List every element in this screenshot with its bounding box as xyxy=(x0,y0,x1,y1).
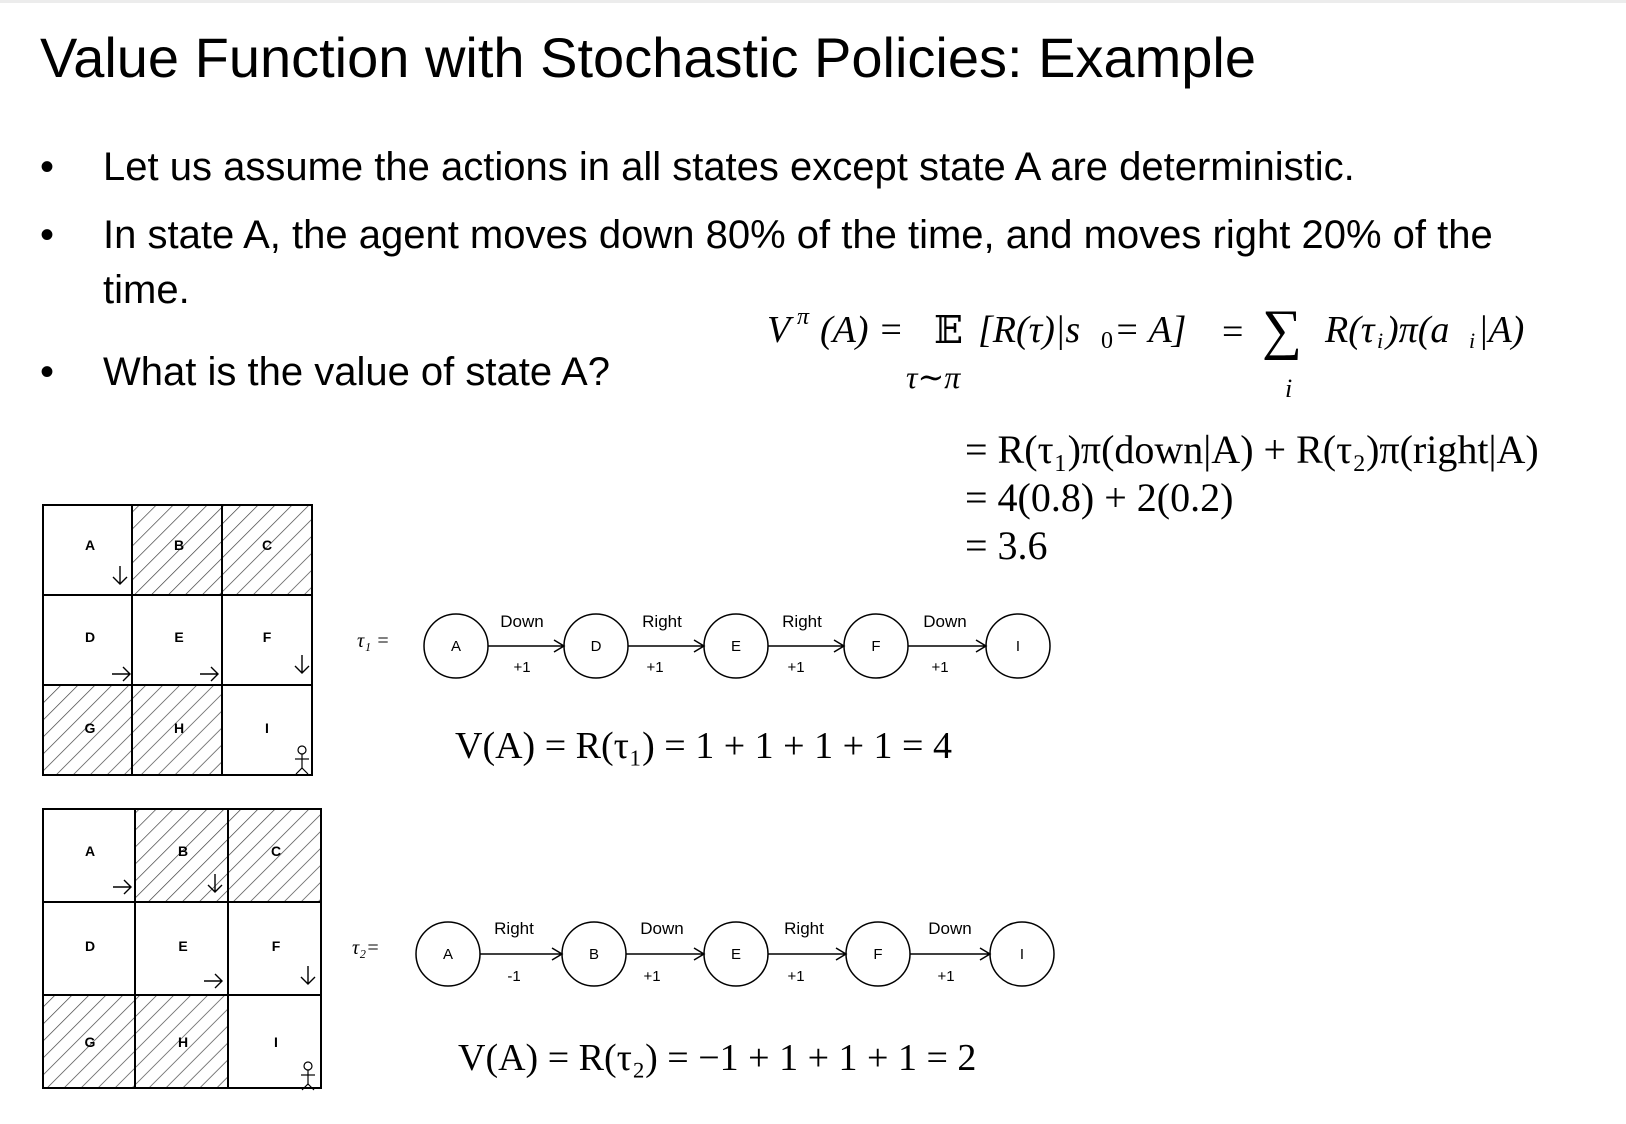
sum-symbol: ∑ xyxy=(1262,299,1302,361)
expectation-subscript: τ∼π xyxy=(906,359,961,395)
gridworld-2 xyxy=(40,806,332,1094)
transition-arrow xyxy=(626,948,704,960)
expectation-body: [R(τ)|s xyxy=(978,309,1081,351)
reward-label: +1 xyxy=(643,968,661,985)
sum-subscript: i xyxy=(1285,374,1293,403)
cell-label: D xyxy=(84,629,96,645)
goal-figure-icon xyxy=(295,746,309,774)
transition-arrow xyxy=(768,948,846,960)
transition-arrow xyxy=(628,640,704,652)
sum-term-start: R(τ xyxy=(1325,309,1375,351)
action-label: Down xyxy=(640,919,684,938)
action-label: Down xyxy=(928,919,972,938)
transition-arrow xyxy=(480,948,562,960)
reward-label: +1 xyxy=(646,659,664,676)
state-label: B xyxy=(588,946,600,963)
cell-label: H xyxy=(173,720,185,736)
s-subscript: 0 xyxy=(1101,328,1113,354)
bullet-item: • In state A, the agent moves down 80% of the time, and moves right 20% of the time. xyxy=(40,208,1543,345)
cell-label: E xyxy=(174,629,184,645)
arrow-right-icon xyxy=(200,667,218,681)
cell-label: F xyxy=(271,938,281,954)
action-label: Right xyxy=(494,919,534,938)
cell-label: A xyxy=(84,843,96,859)
trajectory1-diagram xyxy=(420,600,1060,690)
gridworld-1 xyxy=(40,502,322,780)
cell-label: C xyxy=(261,537,273,553)
trajectory2-diagram xyxy=(410,906,1070,998)
transition-arrow xyxy=(488,640,564,652)
trajectory2-value: V(A) = R(τ₂) = −1 + 1 + 1 + 1 = 2 xyxy=(458,1037,977,1079)
state-label: A xyxy=(442,946,454,963)
sum-term-mid: )π(a xyxy=(1386,309,1450,351)
state-label: I xyxy=(1015,638,1021,655)
cell-label: C xyxy=(270,843,282,859)
expectation-end: = A] xyxy=(1114,309,1187,351)
goal-figure-icon xyxy=(301,1062,315,1090)
action-label: Down xyxy=(923,612,967,631)
cell-label: B xyxy=(173,537,185,553)
equals-sign: = xyxy=(1222,311,1244,353)
v-argument: (A) = xyxy=(820,309,904,351)
reward-label: +1 xyxy=(513,659,531,676)
cell-label: E xyxy=(178,938,188,954)
arrow-right-icon xyxy=(113,880,131,894)
cell-label: I xyxy=(265,720,269,736)
reward-label: -1 xyxy=(507,968,521,985)
cell-label: G xyxy=(84,720,96,736)
cell-label: D xyxy=(84,938,96,954)
cell-label: G xyxy=(84,1034,96,1050)
state-label: F xyxy=(871,638,881,655)
expectation-symbol: 𝔼 xyxy=(934,310,963,352)
transition-arrow xyxy=(768,640,844,652)
cell-label: I xyxy=(274,1034,278,1050)
reward-label: +1 xyxy=(931,659,949,676)
a-subscript: i xyxy=(1469,328,1476,353)
state-label: E xyxy=(730,946,742,963)
cell-label: H xyxy=(177,1034,189,1050)
v-superscript: π xyxy=(797,304,810,330)
reward-label: +1 xyxy=(787,659,805,676)
bullet-list xyxy=(40,140,1543,400)
cell-label: F xyxy=(262,629,272,645)
arrow-down-icon xyxy=(295,655,309,673)
transition-arrow xyxy=(908,640,986,652)
sum-term-end: |A) xyxy=(1478,309,1525,351)
state-label: F xyxy=(873,946,883,963)
action-label: Right xyxy=(782,612,822,631)
result-line: = 3.6 xyxy=(965,523,1048,568)
reward-label: +1 xyxy=(787,968,805,985)
trajectory1-value: V(A) = R(τ₁) = 1 + 1 + 1 + 1 = 4 xyxy=(455,725,952,767)
action-label: Right xyxy=(642,612,682,631)
bullet-item: • Let us assume the actions in all states except state A are deterministic. xyxy=(40,140,1543,208)
v-symbol: V xyxy=(767,309,791,351)
arrow-down-icon xyxy=(113,566,127,584)
arrow-down-icon xyxy=(301,966,315,984)
arrow-right-icon xyxy=(112,667,130,681)
state-label: D xyxy=(590,638,602,655)
cell-label: A xyxy=(84,537,96,553)
reward-label: +1 xyxy=(937,968,955,985)
state-label: E xyxy=(730,638,742,655)
top-border xyxy=(0,0,1626,3)
tau-subscript: i xyxy=(1377,328,1384,353)
action-label: Down xyxy=(500,612,544,631)
arrow-right-icon xyxy=(204,974,222,988)
expansion-line: = R(τ₁)π(down|A) + R(τ₂)π(right|A) xyxy=(965,427,1539,472)
trajectory1-label: τ₁ = xyxy=(357,630,390,652)
state-label: A xyxy=(450,638,462,655)
state-label: I xyxy=(1019,946,1025,963)
trajectory2-label: τ₂= xyxy=(352,937,380,959)
action-label: Right xyxy=(784,919,824,938)
numeric-line: = 4(0.8) + 2(0.2) xyxy=(965,475,1234,520)
transition-arrow xyxy=(910,948,990,960)
cell-label: B xyxy=(177,843,189,859)
bullet-item: • What is the value of state A? xyxy=(40,345,1543,400)
page-title: Value Function with Stochastic Policies: Example xyxy=(40,26,1256,89)
